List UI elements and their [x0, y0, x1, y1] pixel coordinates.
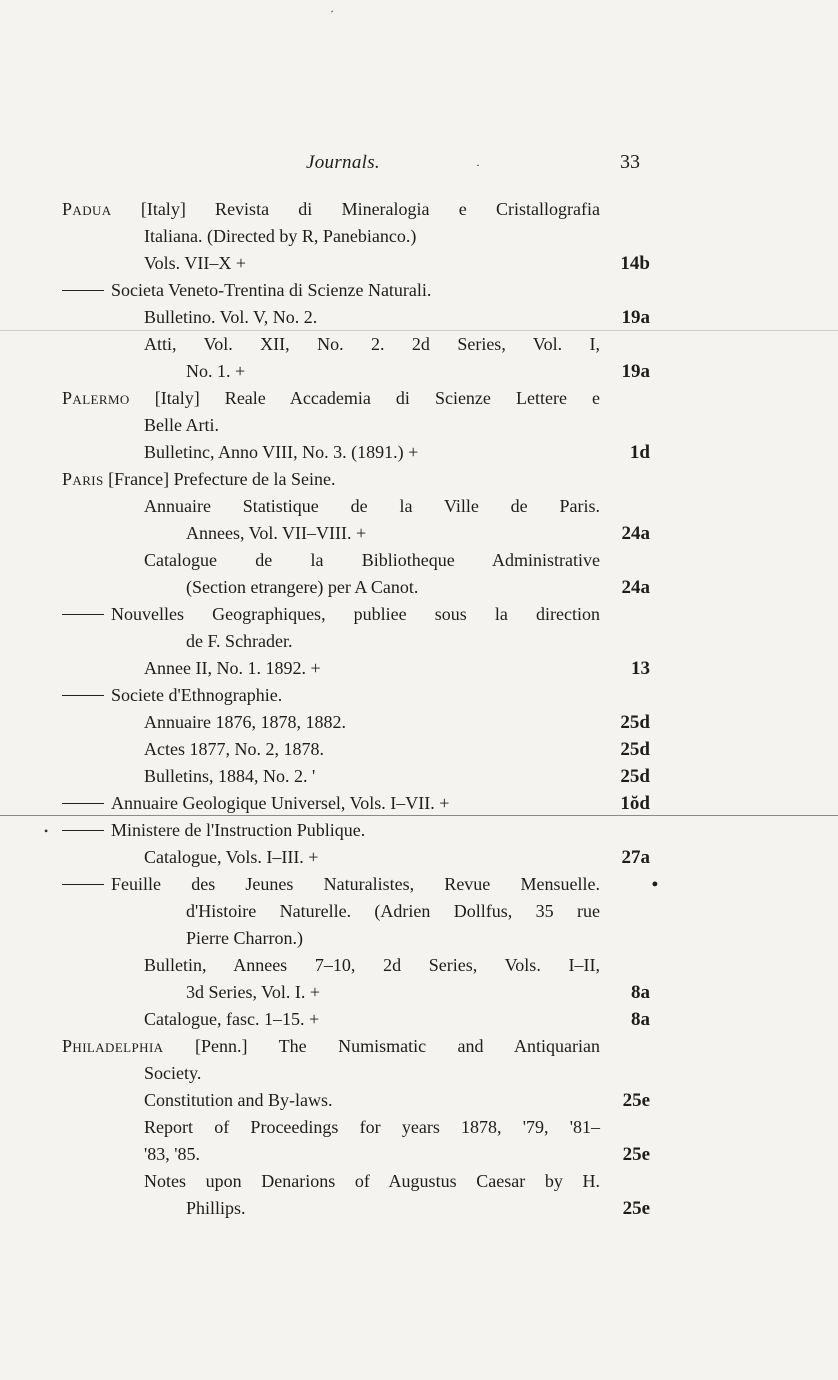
entry-line — [0, 412, 838, 439]
shelf-reference: 25d — [620, 712, 650, 733]
shelf-reference: 19a — [621, 307, 650, 328]
entry-line — [0, 385, 838, 412]
entry-body: Vols. VII–X + — [144, 253, 246, 273]
entry-line — [0, 1195, 838, 1222]
shelf-reference: 25e — [622, 1090, 650, 1111]
entry-line — [0, 736, 838, 763]
entry-body: Bulletino. Vol. V, No. 2. — [144, 307, 318, 327]
entry-text — [62, 601, 600, 628]
entry-text — [144, 331, 600, 358]
entry-text — [186, 574, 418, 601]
entry-body: Societe d'Ethnographie. — [111, 685, 283, 705]
entry-body: Atti, Vol. XII, No. 2. 2d Series, Vol. I, — [144, 334, 600, 354]
entry-body: Ministere de l'Instruction Publique. — [111, 820, 366, 840]
entry-text — [62, 817, 365, 844]
entry-line — [0, 304, 838, 331]
entry-body: Societa Veneto-Trentina di Scienze Naturali. — [111, 280, 432, 300]
entry-body: 3d Series, Vol. I. + — [186, 982, 320, 1002]
entry-line — [0, 493, 838, 520]
entry-text — [62, 871, 600, 898]
margin-dot: • — [651, 874, 658, 894]
entry-body: Feuille des Jeunes Naturalistes, Revue Mensuelle. — [111, 874, 600, 894]
shelf-reference: 25e — [622, 1144, 650, 1165]
shelf-reference: 25d — [620, 766, 650, 787]
entry-line — [0, 871, 838, 898]
entry-text — [144, 547, 600, 574]
entry-line — [0, 1006, 838, 1033]
shelf-reference: 14b — [620, 253, 650, 274]
entry-line — [0, 709, 838, 736]
entry-text — [62, 466, 336, 493]
entry-text — [144, 1087, 333, 1114]
header-dot: · — [476, 158, 480, 172]
ditto-dash — [62, 614, 104, 615]
entry-body: Catalogue, fasc. 1–15. + — [144, 1009, 320, 1029]
entry-line — [0, 763, 838, 790]
scan-speck: • — [44, 824, 49, 838]
entry-line — [0, 439, 838, 466]
entry-line — [0, 1087, 838, 1114]
entry-line — [0, 520, 838, 547]
entry-text — [144, 1141, 200, 1168]
entry-text — [144, 439, 418, 466]
entry-line — [0, 1060, 838, 1087]
entry-text — [144, 1060, 201, 1087]
entry-text — [144, 493, 600, 520]
entry-line — [0, 1141, 838, 1168]
entry-text — [62, 682, 282, 709]
entry-text — [144, 1168, 600, 1195]
shelf-reference: 8a — [631, 982, 650, 1003]
entry-body: Belle Arti. — [144, 415, 219, 435]
entry-body: [Penn.] The Numismatic and Antiquarian — [163, 1036, 600, 1056]
shelf-reference: 1ŏd — [620, 793, 650, 814]
entry-body: Bulletin, Annees 7–10, 2d Series, Vols. I–II, — [144, 955, 600, 975]
entry-body: Bulletinc, Anno VIII, No. 3. (1891.) + — [144, 442, 419, 462]
entry-body: '83, '85. — [144, 1144, 200, 1164]
entry-text — [144, 952, 600, 979]
entry-body: Catalogue, Vols. I–III. + — [144, 847, 319, 867]
entry-text — [186, 898, 600, 925]
entry-line — [0, 628, 838, 655]
entry-body: Phillips. — [186, 1198, 246, 1218]
entry-body: Pierre Charron.) — [186, 928, 303, 948]
entry-text — [62, 1033, 600, 1060]
entry-text — [62, 196, 600, 223]
entry-text — [144, 1114, 600, 1141]
scan-speck: ˊ — [330, 8, 334, 22]
entry-body: Italiana. (Directed by R, Panebianco.) — [144, 226, 417, 246]
entry-body: Society. — [144, 1063, 202, 1083]
entry-line — [0, 1033, 838, 1060]
entry-line — [0, 844, 838, 871]
shelf-reference: 25d — [620, 739, 650, 760]
running-title: Journals. — [306, 152, 380, 173]
ditto-dash — [62, 290, 104, 291]
entry-text — [186, 1195, 246, 1222]
entry-text — [186, 358, 245, 385]
entry-line — [0, 1114, 838, 1141]
entry-line — [0, 574, 838, 601]
entry-body: Annees, Vol. VII–VIII. + — [186, 523, 367, 543]
entry-text — [144, 223, 416, 250]
entry-line — [0, 547, 838, 574]
shelf-reference: 24a — [621, 523, 650, 544]
entry-text — [144, 736, 324, 763]
entry-body: (Section etrangere) per A Canot. — [186, 577, 419, 597]
entry-line — [0, 250, 838, 277]
shelf-reference: 13 — [631, 658, 650, 679]
entry-line — [0, 223, 838, 250]
city-name: Padua — [62, 199, 112, 219]
entry-text — [144, 655, 321, 682]
ditto-dash — [62, 695, 104, 696]
entry-text — [186, 925, 303, 952]
entry-body: No. 1. + — [186, 361, 246, 381]
entry-text — [144, 1006, 319, 1033]
entry-line — [0, 601, 838, 628]
entry-line — [0, 1168, 838, 1195]
entry-line — [0, 655, 838, 682]
ditto-dash — [62, 884, 104, 885]
entry-text — [186, 520, 366, 547]
shelf-reference: 19a — [621, 361, 650, 382]
shelf-reference: 1d — [629, 442, 650, 463]
entry-body: Actes 1877, No. 2, 1878. — [144, 739, 324, 759]
entry-line — [0, 898, 838, 925]
entry-body: [Italy] Revista di Mineralogia e Cristallografia — [111, 199, 600, 219]
entry-line — [0, 358, 838, 385]
entry-line — [0, 790, 838, 817]
entry-body: [Italy] Reale Accademia di Scienze Lettere e — [129, 388, 600, 408]
city-name: Palermo — [62, 388, 130, 408]
entry-text — [144, 304, 317, 331]
entry-line — [0, 979, 838, 1006]
entry-body: Notes upon Denarions of Augustus Caesar by H. — [144, 1171, 600, 1191]
city-name: Philadelphia — [62, 1036, 164, 1056]
entry-body: d'Histoire Naturelle. (Adrien Dollfus, 35 rue — [186, 901, 600, 921]
entry-body: Report of Proceedings for years 1878, '79, '81– — [144, 1117, 600, 1137]
entry-body: de F. Schrader. — [186, 631, 293, 651]
entry-text — [144, 844, 318, 871]
shelf-reference: 24a — [621, 577, 650, 598]
entry-body: Catalogue de la Bibliotheque Administrative — [144, 550, 600, 570]
entry-text — [186, 628, 293, 655]
entry-body: [France] Prefecture de la Seine. — [103, 469, 336, 489]
page-number: 33 — [620, 151, 640, 173]
ditto-dash — [62, 830, 104, 831]
city-name: Paris — [62, 469, 104, 489]
entry-line — [0, 682, 838, 709]
entry-body: Constitution and By-laws. — [144, 1090, 333, 1110]
entry-text — [186, 979, 320, 1006]
entry-body: Nouvelles Geographiques, publiee sous la direction — [111, 604, 600, 624]
entry-text — [144, 709, 346, 736]
entry-line — [0, 466, 838, 493]
entry-text — [144, 250, 246, 277]
entry-line — [0, 817, 838, 844]
entry-line — [0, 952, 838, 979]
entry-line — [0, 277, 838, 304]
entry-body: Annuaire Statistique de la Ville de Paris. — [144, 496, 600, 516]
entry-line — [0, 196, 838, 223]
entry-text — [144, 763, 315, 790]
journal-entry-list — [0, 196, 838, 1222]
shelf-reference: 8a — [631, 1009, 650, 1030]
entry-body: Annee II, No. 1. 1892. + — [144, 658, 321, 678]
entry-line — [0, 925, 838, 952]
entry-text — [144, 412, 219, 439]
entry-line — [0, 331, 838, 358]
entry-text — [62, 385, 600, 412]
shelf-reference: 27a — [621, 847, 650, 868]
entry-text — [62, 277, 431, 304]
shelf-reference: 25e — [622, 1198, 650, 1219]
entry-text — [62, 790, 449, 817]
entry-body: Bulletins, 1884, No. 2. ' — [144, 766, 316, 786]
entry-body: Annuaire 1876, 1878, 1882. — [144, 712, 346, 732]
entry-body: Annuaire Geologique Universel, Vols. I–VII. + — [111, 793, 450, 813]
ditto-dash — [62, 803, 104, 804]
